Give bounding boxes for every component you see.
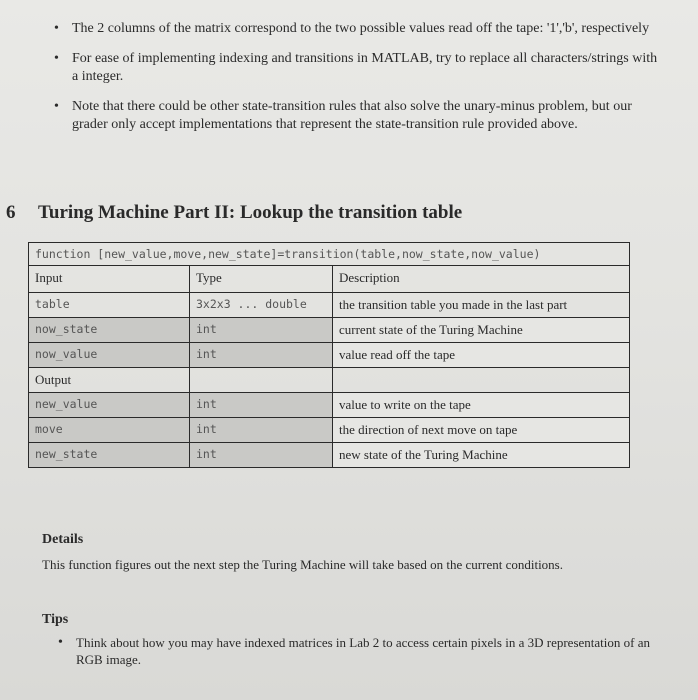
list-item: • For ease of implementing indexing and transitions in MATLAB, try to replace all characters/strings with a integer. (54, 51, 658, 84)
bullet-icon: • (54, 99, 59, 114)
table-row: new_state int new state of the Turing Machine (29, 443, 630, 468)
bullet-icon: • (58, 635, 63, 650)
tips-heading: Tips (42, 612, 69, 627)
bullet-icon: • (54, 51, 59, 66)
details-text: This function figures out the next step the Turing Machine will take based on the current conditions. (42, 557, 563, 572)
table-header-row (29, 266, 630, 293)
tips-section (42, 612, 652, 680)
output-label: Output (29, 368, 190, 393)
table-row (29, 368, 630, 393)
details-section (42, 532, 652, 573)
details-heading: Details (42, 532, 84, 547)
section-title: Turing Machine Part II: Lookup the transition table (38, 202, 463, 223)
header-description: Description (333, 266, 630, 293)
bullet-icon: • (54, 21, 59, 36)
header-input: Input (29, 266, 190, 293)
function-signature: function [new_value,move,new_state]=transition(table,now_state,now_value) (29, 243, 630, 266)
bullet-list (54, 20, 664, 146)
list-item: • Think about how you may have indexed matrices in Lab 2 to access certain pixels in a 3D representation of an RGB image. (58, 635, 650, 667)
table-row (29, 243, 630, 266)
list-item: • Note that there could be other state-transition rules that also solve the unary-minus problem, but our grader only accept implementations that represent the state-transition rule provided above. (54, 99, 632, 132)
table-row: new_value int value to write on the tape (29, 393, 630, 418)
table-row: now_value int value read off the tape (29, 343, 630, 368)
table-row: move int the direction of next move on tape (29, 418, 630, 443)
section-heading (6, 202, 462, 224)
header-type: Type (190, 266, 333, 293)
function-table (28, 242, 630, 468)
table-row: now_state int current state of the Turing Machine (29, 318, 630, 343)
table-row: table 3x2x3 ... double the transition table you made in the last part (29, 293, 630, 318)
list-item: • The 2 columns of the matrix correspond to the two possible values read off the tape: '1','b', respectively (54, 21, 650, 36)
section-number: 6 (6, 202, 16, 223)
